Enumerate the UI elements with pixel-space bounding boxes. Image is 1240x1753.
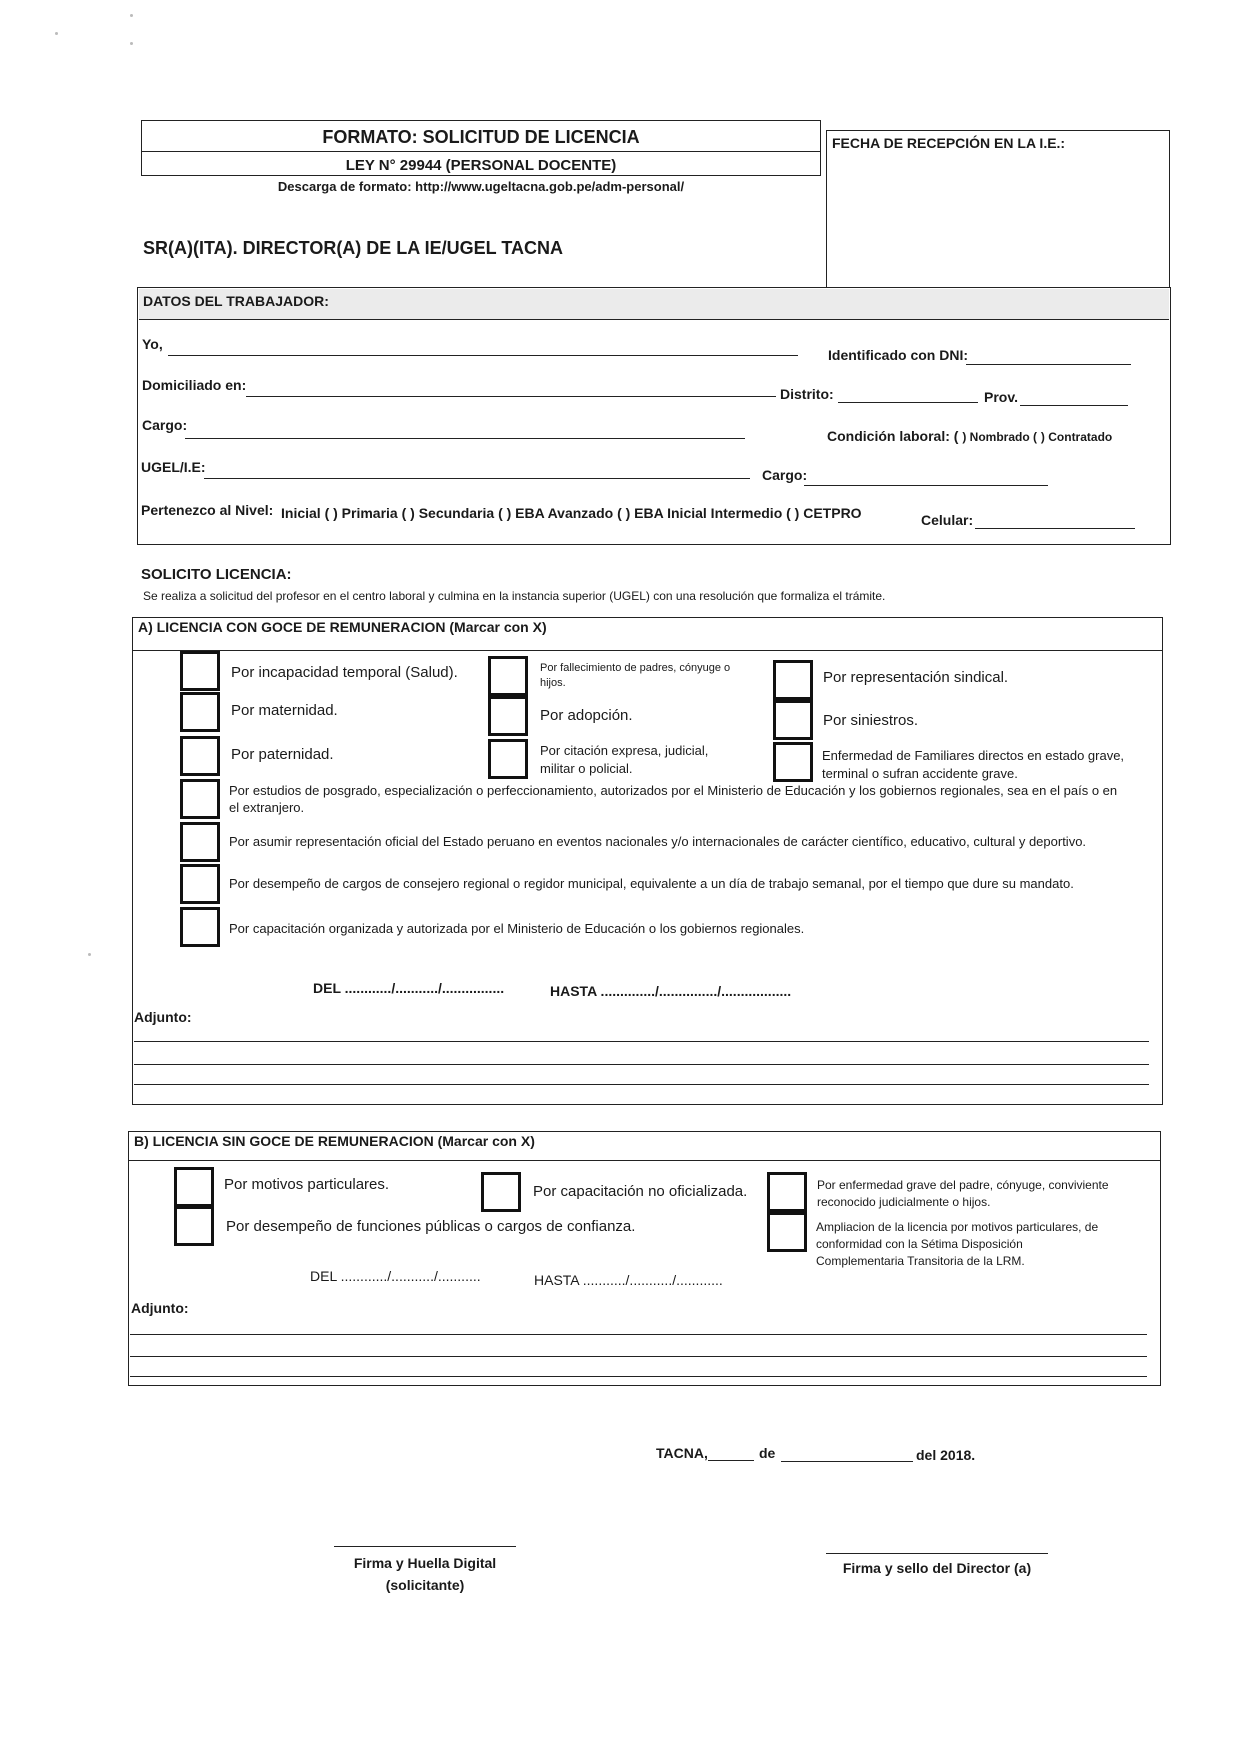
checkbox-incapacidad[interactable] (180, 651, 220, 691)
signature-label-solicitante: Firma y Huella Digital (solicitante) (353, 1555, 497, 1593)
section-a-title: A) LICENCIA CON GOCE DE REMUNERACION (Marcar con X) (138, 619, 547, 635)
opt-paternidad: Por paternidad. (231, 746, 334, 763)
opt-incapacidad: Por incapacidad temporal (Salud). (231, 664, 458, 681)
opt-siniestros: Por siniestros. (823, 712, 919, 729)
download-url: Descarga de formato: http://www.ugeltacna.gob.pe/adm-personal/ (277, 179, 685, 194)
section-a-adjunto-line-3[interactable] (134, 1084, 1149, 1085)
domicilio-label: Domiciliado en: (142, 377, 247, 393)
form-title: FORMATO: SOLICITUD DE LICENCIA (322, 127, 640, 147)
celular-field[interactable] (975, 528, 1135, 529)
checkbox-maternidad[interactable] (180, 692, 220, 732)
de-label: de (759, 1445, 776, 1461)
celular-label: Celular: (921, 512, 974, 528)
reception-date-box[interactable] (826, 130, 1170, 288)
section-b-adjunto-line-1[interactable] (130, 1334, 1147, 1335)
checkbox-consejero[interactable] (180, 864, 220, 904)
section-b-title: B) LICENCIA SIN GOCE DE REMUNERACION (Marcar con X) (134, 1133, 535, 1149)
opt-representacion: Por representación sindical. (823, 669, 1009, 686)
section-a-date-from[interactable]: DEL ............/.........../................ (313, 980, 505, 996)
opt-citacion: Por citación expresa, judicial, militar o policial. (540, 743, 709, 776)
opt-representacion-oficial: Por asumir representación oficial del Estado peruano en eventos nacionales y/o internacionales de carácter científico, educativo, cultural y deportivo. (229, 834, 1087, 849)
section-a-date-to[interactable]: HASTA ............../.............../.................. (550, 983, 792, 999)
domicilio-field[interactable] (246, 396, 776, 397)
checkbox-citacion[interactable] (488, 739, 528, 779)
opt-enfermedad-grave: Por enfermedad grave del padre, cónyuge, conviviente reconocido judicialmente o hijos. (817, 1178, 1109, 1209)
checkbox-motivos-particulares[interactable] (174, 1167, 214, 1207)
prov-label: Prov. (984, 389, 1018, 405)
dni-label: Identificado con DNI: (828, 347, 968, 363)
section-b-date-to[interactable]: HASTA .........../.........../............ (534, 1272, 723, 1288)
checkbox-enfermedad-familiares[interactable] (773, 742, 813, 782)
nivel-label: Pertenezco al Nivel: (141, 502, 274, 518)
checkbox-enfermedad-grave[interactable] (767, 1172, 807, 1212)
section-b-adjunto-line-2[interactable] (130, 1356, 1147, 1357)
opt-enfermedad-familiares: Enfermedad de Familiares directos en estado grave, terminal o sufran accidente grave. (822, 748, 1125, 781)
checkbox-adopcion[interactable] (488, 696, 528, 736)
opt-ampliacion: Ampliacion de la licencia por motivos particulares, de conformidad con la Sétima Disposición Complementaria Transitoria de la LRM. (816, 1220, 1099, 1268)
opt-consejero: Por desempeño de cargos de consejero regional o regidor municipal, equivalente a un día de trabajo semanal, por el tiempo que dure su mandato. (229, 876, 1074, 891)
opt-maternidad: Por maternidad. (231, 702, 338, 719)
addressee: SR(A)(ITA). DIRECTOR(A) DE LA IE/UGEL TACNA (143, 238, 563, 258)
signature-line-solicitante[interactable] (334, 1546, 516, 1547)
section-b-adjunto-label: Adjunto: (131, 1300, 189, 1316)
checkbox-representacion[interactable] (773, 660, 813, 700)
contratado-option[interactable]: ) Contratado (1040, 430, 1113, 444)
section-b-header-divider (128, 1160, 1161, 1161)
checkbox-paternidad[interactable] (180, 736, 220, 776)
prov-field[interactable] (1020, 405, 1128, 406)
cargo-field[interactable] (185, 438, 745, 439)
opt-adopcion: Por adopción. (540, 707, 633, 724)
opt-capacitacion-no-oficial: Por capacitación no oficializada. (533, 1183, 748, 1200)
place-label: TACNA, (656, 1445, 708, 1461)
distrito-field[interactable] (838, 402, 978, 403)
checkbox-ampliacion[interactable] (767, 1212, 807, 1252)
opt-motivos-particulares: Por motivos particulares. (224, 1176, 390, 1193)
checkbox-siniestros[interactable] (773, 700, 813, 740)
signature-line-director[interactable] (826, 1553, 1048, 1554)
section-b-date-from[interactable]: DEL ............/.........../........... (310, 1268, 481, 1284)
nombrado-option[interactable]: ) Nombrado ( (962, 430, 1038, 444)
checkbox-capacitacion-no-oficial[interactable] (481, 1172, 521, 1212)
year-label: del 2018. (916, 1447, 976, 1463)
section-a-adjunto-label: Adjunto: (134, 1009, 192, 1025)
opt-capacitacion: Por capacitación organizada y autorizada por el Ministerio de Educación o los gobiernos regionales. (229, 921, 805, 936)
month-field[interactable] (781, 1461, 913, 1462)
checkbox-representacion-oficial[interactable] (180, 822, 220, 862)
section-a-adjunto-line-2[interactable] (134, 1064, 1149, 1065)
day-field[interactable] (708, 1460, 754, 1461)
section-b-adjunto-line-3[interactable] (130, 1376, 1147, 1377)
cargo2-label: Cargo: (762, 467, 808, 483)
checkbox-fallecimiento[interactable] (488, 656, 528, 696)
ugel-label: UGEL/I.E: (141, 459, 206, 475)
checkbox-funciones-publicas[interactable] (174, 1206, 214, 1246)
opt-funciones-publicas: Por desempeño de funciones públicas o cargos de confianza. (226, 1218, 636, 1235)
checkbox-estudios[interactable] (180, 779, 220, 819)
ugel-field[interactable] (204, 478, 750, 479)
yo-label: Yo, (142, 336, 163, 352)
opt-fallecimiento: Por fallecimiento de padres, cónyuge o hijos. (540, 662, 731, 689)
solicito-note: Se realiza a solicitud del profesor en el centro laboral y culmina en la instancia superior (UGEL) con una resolución que formaliza el trámite. (143, 589, 886, 603)
opt-estudios: Por estudios de posgrado, especialización o perfeccionamiento, autorizados por el Ministerio de Educación y los gobiernos regionales, sea en el país o en el extranjero. (229, 783, 1118, 815)
name-field[interactable] (168, 355, 798, 356)
header-divider (141, 151, 821, 152)
dni-field[interactable] (966, 364, 1131, 365)
cargo-label: Cargo: (142, 417, 188, 433)
section-a-adjunto-line-1[interactable] (134, 1041, 1149, 1042)
distrito-label: Distrito: (780, 386, 834, 402)
law-reference: LEY N° 29944 (PERSONAL DOCENTE) (345, 157, 617, 174)
checkbox-capacitacion[interactable] (180, 907, 220, 947)
reception-date-label: FECHA DE RECEPCIÓN EN LA I.E.: (832, 135, 1066, 151)
condicion-label: Condición laboral: ( ) Nombrado ( ) Contratado (827, 428, 1113, 444)
section-a-header-divider (132, 650, 1163, 651)
signature-label-director: Firma y sello del Director (a) (842, 1560, 1032, 1576)
cargo2-field[interactable] (804, 485, 1048, 486)
nivel-options[interactable]: Inicial ( ) Primaria ( ) Secundaria ( ) EBA Avanzado ( ) EBA Inicial Intermedio ( ) CETPRO (281, 505, 862, 521)
worker-data-title: DATOS DEL TRABAJADOR: (143, 293, 329, 309)
solicito-title: SOLICITO LICENCIA: (141, 566, 292, 583)
